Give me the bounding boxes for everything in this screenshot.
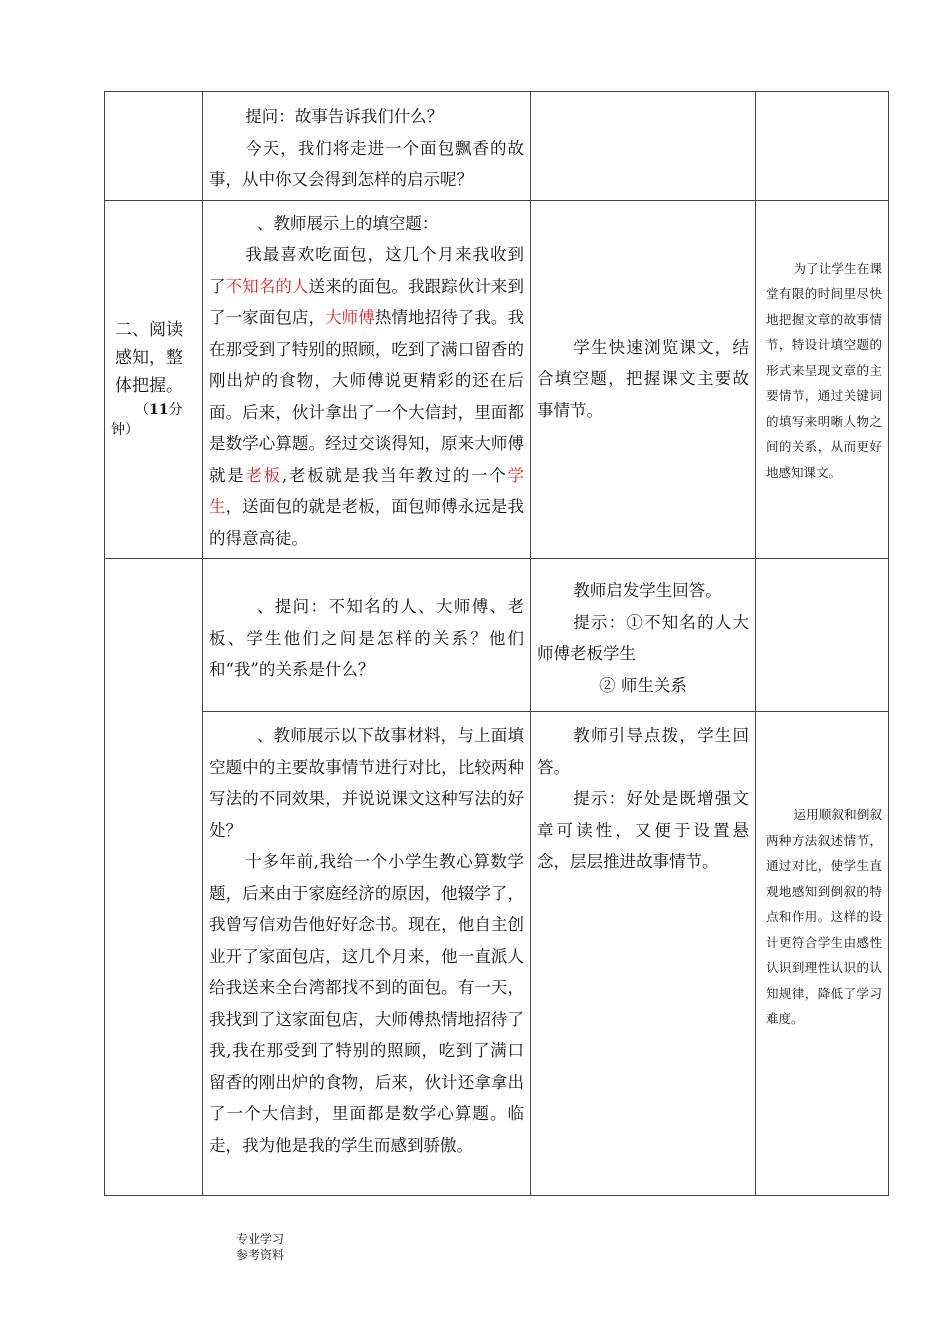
student-activity-text: 教师启发学生回答。 <box>573 581 722 600</box>
stage-cell <box>105 200 203 559</box>
teacher-activity-cell <box>203 92 531 201</box>
footer-note: 专业学习参考资料 <box>236 1232 285 1262</box>
design-intent-cell <box>756 712 889 1196</box>
table-row <box>105 200 889 559</box>
story-material: 十多年前,我给一个小学生教心算数学题，后来由于家庭经济的原因，他辍学了，我曾写信劝告他好好念书。现在，他自主创业开了家面包店，这几个月来，他一直派人给我送来全台湾都找不到的面包。有一天，我找到了这家面包店，大师傅热情地招待了我,我在那受到了特别的照顾，吃到了满口留香的刚出炉的食物，后来，伙计还拿拿出了一个大信封，里面都是数学心算题。临走，我为他是我的学生而感到骄傲。 <box>209 852 524 1155</box>
fill-blank-heading: 、教师展示上的填空题： <box>256 213 439 233</box>
design-intent-text: 运用顺叙和倒叙两种方法叙述情节，通过对比，使学生直观地感知到倒叙的特点和作用。这样的设计更符合学生由感性认识到理性认识的认知规律，降低了学习难度。 <box>766 807 882 1026</box>
blank-answer: 大师傅 <box>325 308 375 327</box>
design-intent-cell <box>756 92 889 201</box>
hint-text: 提示：好处是既增强文章可读性，又便于设置悬念，层层推进故事情节。 <box>537 789 749 871</box>
student-activity-text: 学生快速浏览课文，结合填空题，把握课文主要故事情节。 <box>537 337 749 420</box>
intro-text: 今天，我们将走进一个面包飘香的故事，从中你又会得到怎样的启示呢？ <box>209 138 524 189</box>
student-activity-cell <box>531 712 756 1196</box>
stage-time: （11分钟） <box>111 401 183 438</box>
student-activity-text: 教师引导点拨，学生回答。 <box>537 726 749 777</box>
table-row <box>105 92 889 201</box>
blank-answer: 老板 <box>245 465 282 485</box>
question-text: 提问：故事告诉我们什么？ <box>245 107 444 126</box>
student-activity-cell <box>531 559 756 712</box>
stage-cell <box>105 559 203 1196</box>
blank-answer: 学生 <box>209 465 525 516</box>
relationship-question: 、提问：不知名的人、大师傅、老板、学生他们之间是怎样的关系？他们和“我”的关系是什么？ <box>209 597 524 679</box>
comparison-task: 、教师展示以下故事材料，与上面填空题中的主要故事情节进行对比，比较两种写法的不同效果，并说说课文这种写法的好处？ <box>209 726 524 840</box>
student-activity-cell <box>531 92 756 201</box>
student-activity-cell <box>531 200 756 559</box>
lesson-plan-table <box>104 91 889 1196</box>
blank-answer: 不知名的人 <box>225 276 309 296</box>
teacher-activity-cell <box>203 200 531 559</box>
hint-text: 提示：①不知名的人大师傅老板学生 <box>537 612 749 663</box>
design-intent-cell <box>756 200 889 559</box>
teacher-activity-cell <box>203 559 531 712</box>
table-row <box>105 712 889 1196</box>
hint-text: ② 师生关系 <box>599 675 687 695</box>
design-intent-cell <box>756 559 889 712</box>
teacher-activity-cell <box>203 712 531 1196</box>
stage-cell <box>105 92 203 201</box>
design-intent-text: 为了让学生在课堂有限的时间里尽快地把握文章的故事情节，特设计填空题的形式来呈现文章的主要情节，通过关键词的填写来明晰人物之间的关系，从而更好地感知课文。 <box>766 260 882 480</box>
fill-blank-passage: 我最喜欢吃面包，这几个月来我收到了不知名的人送来的面包。我跟踪伙计来到了一家面包店，大师傅热情地招待了我。我在那受到了特别的照顾，吃到了满口留香的刚出炉的食物，大师傅说更精彩的还在后面。后来，伙计拿出了一个大信封，里面都是数学心算题。经过交谈得知，原来大师傅就是老板,老板就是我当年教过的一个学生，送面包的就是老板，面包师傅永远是我的得意高徒。 <box>209 245 525 548</box>
table-row <box>105 559 889 712</box>
stage-title: 二、阅读感知，整体把握。 <box>115 319 183 396</box>
